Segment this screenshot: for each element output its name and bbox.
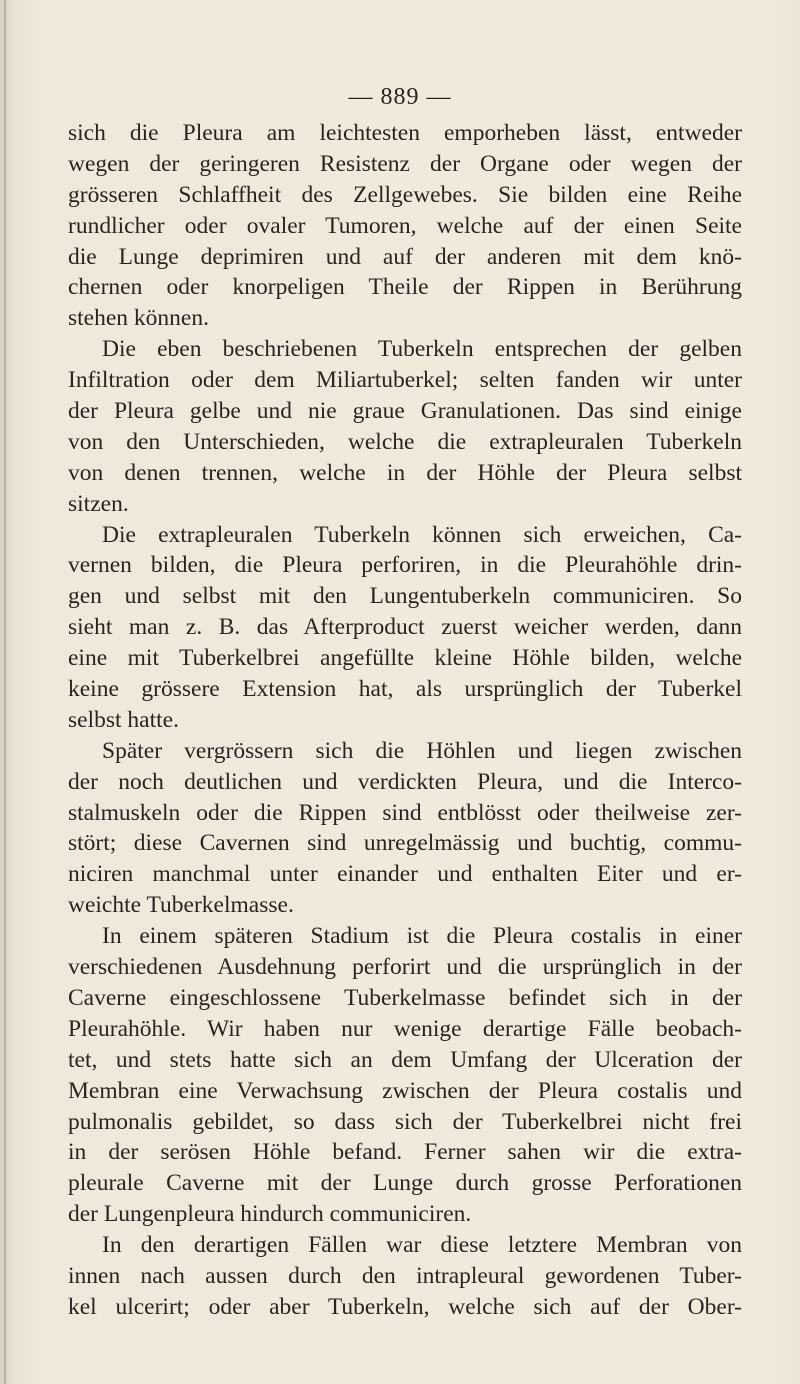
text-line: sitzen.	[68, 490, 129, 517]
text-line: selbst hatte.	[68, 706, 179, 733]
text-line: Membran eine Verwachsung zwischen der Pleura costalis und	[68, 1077, 742, 1104]
text-line: wegen der geringeren Resistenz der Organe oder wegen der	[68, 150, 742, 177]
text-line: von denen trennen, welche in der Höhle der Pleura selbst	[68, 459, 742, 486]
text-line: stehen können.	[68, 305, 209, 332]
text-line: innen nach aussen durch den intrapleural gewordenen Tuber-	[68, 1262, 742, 1289]
text-line: Die extrapleuralen Tuberkeln können sich erweichen, Ca-	[102, 521, 742, 548]
text-line: eine mit Tuberkelbrei angefüllte kleine Höhle bilden, welche	[68, 645, 742, 672]
text-line: Pleurahöhle. Wir haben nur wenige derartige Fälle beobach-	[68, 1015, 742, 1042]
text-line: Später vergrössern sich die Höhlen und liegen zwischen	[102, 737, 742, 764]
page-number: — 889 —	[348, 84, 452, 110]
text-line: Infiltration oder dem Miliartuberkel; selten fanden wir unter	[68, 367, 742, 394]
text-line: keine grössere Extension hat, als ursprünglich der Tuberkel	[68, 676, 742, 703]
text-line: Die eben beschriebenen Tuberkeln entsprechen der gelben	[102, 336, 742, 363]
text-line: von den Unterschieden, welche die extrapleuralen Tuberkeln	[68, 428, 742, 455]
text-line: die Lunge deprimiren und auf der anderen mit dem knö-	[68, 243, 742, 270]
text-line: pleurale Caverne mit der Lunge durch grosse Perforationen	[68, 1170, 742, 1197]
text-line: tet, und stets hatte sich an dem Umfang der Ulceration der	[68, 1046, 742, 1073]
text-line: der Lungenpleura hindurch communiciren.	[68, 1201, 472, 1228]
text-line: sich die Pleura am leichtesten emporheben lässt, entweder	[68, 120, 742, 146]
page-gutter	[4, 0, 6, 1384]
text-line: In einem späteren Stadium ist die Pleura costalis in einer	[102, 923, 742, 950]
text-line: weichte Tuberkelmasse.	[68, 892, 294, 919]
text-line: rundlicher oder ovaler Tumoren, welche auf der einen Seite	[68, 212, 742, 239]
text-line: der noch deutlichen und verdickten Pleura, und die Interco-	[68, 768, 742, 795]
text-line: niciren manchmal unter einander und enthalten Eiter und er-	[68, 861, 742, 888]
text-line: Caverne eingeschlossene Tuberkelmasse befindet sich in der	[68, 984, 742, 1011]
text-line: kel ulcerirt; oder aber Tuberkeln, welche sich auf der Ober-	[68, 1293, 742, 1320]
text-line: vernen bilden, die Pleura perforiren, in die Pleurahöhle drin-	[68, 552, 742, 579]
text-line: stört; diese Cavernen sind unregelmässig und buchtig, commu-	[68, 830, 742, 857]
body-text	[68, 118, 742, 1323]
text-line: pulmonalis gebildet, so dass sich der Tuberkelbrei nicht frei	[68, 1108, 742, 1135]
text-line: der Pleura gelbe und nie graue Granulationen. Das sind einige	[68, 398, 742, 425]
text-line: sieht man z. B. das Afterproduct zuerst weicher werden, dann	[68, 614, 742, 641]
text-line: in der serösen Höhle befand. Ferner sahen wir die extra-	[68, 1139, 742, 1166]
text-line: gen und selbst mit den Lungentuberkeln communiciren. So	[68, 583, 742, 610]
text-line: verschiedenen Ausdehnung perforirt und die ursprünglich in der	[68, 954, 742, 981]
text-line: chernen oder knorpeligen Theile der Rippen in Berührung	[68, 274, 742, 301]
text-line: In den derartigen Fällen war diese letztere Membran von	[102, 1232, 742, 1259]
text-line: stalmuskeln oder die Rippen sind entblösst oder theilweise zer-	[68, 799, 742, 826]
text-line: grösseren Schlaffheit des Zellgewebes. Sie bilden eine Reihe	[68, 181, 742, 208]
